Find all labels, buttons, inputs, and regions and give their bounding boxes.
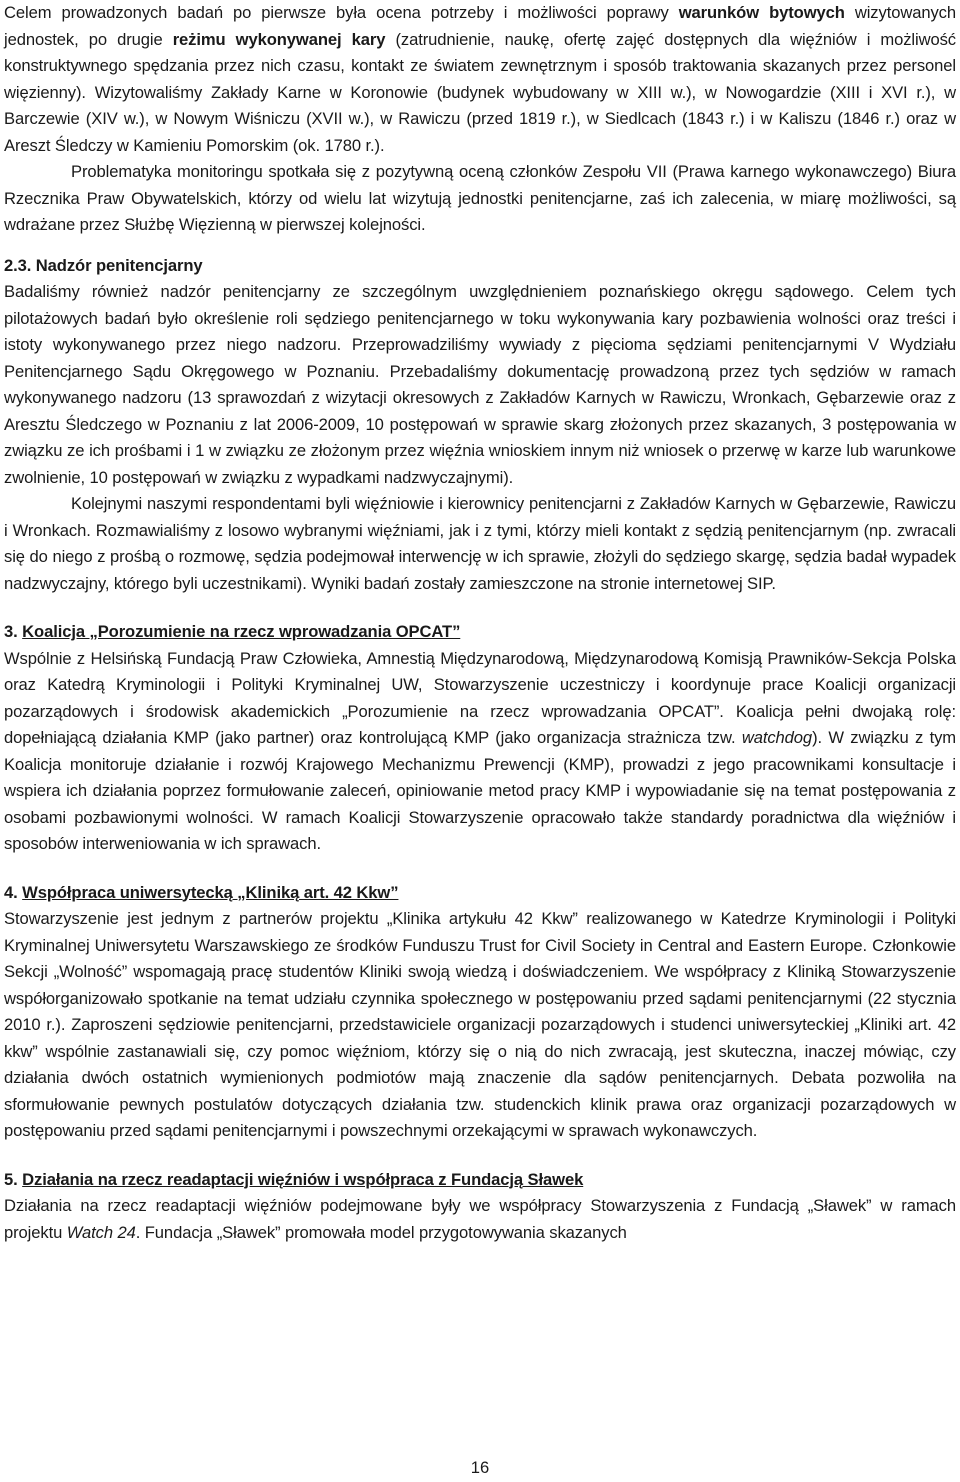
italic-text-run: watchdog bbox=[741, 728, 813, 747]
page-number: 16 bbox=[470, 1458, 490, 1477]
section-heading-3 bbox=[4, 619, 956, 646]
section-number: 4. bbox=[4, 882, 18, 902]
bold-text-run: reżimu wykonywanej kary bbox=[172, 29, 386, 49]
text-run: ). W związku z tym Koalicja monitoruje działanie i rozwój Krajowego Mechanizmu Prewencji (KMP), prowadzi z jego pracownikami konsultacje i wspiera ich działania poprzez formułowanie zaleceń, opiniowanie metod pracy KMP i wypowiadanie się na temat postępowania z osobami pozbawionymi wolności. W ramach Koalicji Stowarzyszenie opracowało także standardy poradnictwa dla więźniów i sposobów interweniowania w ich sprawach. bbox=[4, 728, 956, 853]
text-run: Wspólnie z Helsińską Fundacją Praw Człowieka, Amnestią Międzynarodową, Międzynarodową Komisją Prawników-Sekcja Polska oraz Katedrą Kryminologii i Polityki Kryminalnej UW, Stowarzyszenie uczestniczy i koordynuje prace Koalicji organizacji pozarządowych i środowisk akademickich „Porozumienie na rzecz wprowadzania OPCAT”. Koalicja pełni dwojaką rolę: dopełniającą działania KMP (jako partner) oraz kontrolującą KMP (jako organizacja strażnicza tzw. bbox=[4, 648, 956, 747]
text-run: wizytowanych jednostek, po drugie bbox=[4, 3, 957, 49]
paragraph-readaptation bbox=[4, 1193, 956, 1246]
section-number: 5. bbox=[4, 1169, 18, 1189]
section-title: Współpraca uniwersytecką „Kliniką art. 42 Kkw” bbox=[22, 882, 399, 902]
text-run: . Fundacja „Sławek” promowała model przygotowywania skazanych bbox=[135, 1222, 627, 1242]
section-title: Nadzór penitencjarny bbox=[35, 255, 203, 275]
section-number: 3. bbox=[4, 622, 18, 641]
italic-text-run: Watch 24 bbox=[66, 1222, 136, 1242]
text-run: (zatrudnienie, naukę, ofertę zajęć dostępnych dla więźniów i możliwość konstruktywnego spędzania przez nich czasu, kontakt ze światem zewnętrznym i sposób traktowania skazanych przez personel więzienny). Wizytowaliśmy Zakłady Karne w Koronowie (budynek wybudowany w XIII w.), w Nowogardzie (XIII i XVI r.), w Barczewie (XIV w.), w Nowym Wiśniczu (XVII w.), w Rawiczu (przed 1819 r.), w Siedlcach (1843 r.) i w Kaliszu (1846 r.) oraz w Areszt Śledczy w Kamieniu Pomorskim (ok. 1780 r.). bbox=[4, 29, 956, 155]
paragraph-penitentiary-supervision: Badaliśmy również nadzór penitencjarny ze szczególnym uwzględnieniem poznańskiego okręgu sądowego. Celem tych pilotażowych badań było określenie roli sędziego penitencjarnego w toku wykonywania kary pozbawienia wolności oraz treści i istoty wykonywanego przez niego nadzoru. Przeprowadziliśmy wywiady z pięcioma sędziami penitencjarnymi V Wydziału Penitencjarnego Sądu Okręgowego w Poznaniu. Przebadaliśmy dokumentację prowadzoną przez tych sędziów w ramach wykonywanego nadzoru (13 sprawozdań z wizytacji okresowych z Zakładów Karnych w Rawiczu, Wronkach, Gębarzewie oraz z Aresztu Śledczego w Poznaniu z lat 2006-2009, 10 postępowań w sprawie skarg złożonych przez skazanych, 3 postępowania w związku ze ich prośbami i 1 w związku ze złożonym przez więźnia wnioskiem innym niż wniosek o przerwę w karze lub warunkowe zwolnienie, 10 postępowań w związku z wypadkami nadzwyczajnymi). bbox=[4, 282, 956, 487]
section-title: Działania na rzecz readaptacji więźniów i współpraca z Fundacją Sławek bbox=[22, 1169, 584, 1189]
text-run: Działania na rzecz readaptacji więźniów podejmowane były we współpracy Stowarzyszenia z Fundacją „Sławek” w ramach projektu bbox=[4, 1196, 956, 1242]
section-title: Koalicja „Porozumienie na rzecz wprowadzania OPCAT” bbox=[22, 622, 461, 641]
section-heading-2-3 bbox=[4, 253, 956, 280]
paragraph-university-clinic: Stowarzyszenie jest jednym z partnerów projektu „Klinika artykułu 42 Kkw” realizowanego w Katedrze Kryminologii i Polityki Kryminalnej Uniwersytetu Warszawskiego ze środków Funduszu Trust for Civil Society in Central and Eastern Europe. Członkowie Sekcji „Wolność” wspomagają pracę studentów Kliniki swoją wiedzą i doświadczeniem. We współpracy z Kliniką Stowarzyszenie współorganizowało spotkanie na temat udziału czynnika społecznego w postępowaniu przed sądami penitencjarnymi (22 stycznia 2010 r.). Zaproszeni sędziowie penitencjarni, przedstawiciele organizacji pozarządowych i studenci uniwersyteckiej „Kliniki art. 42 kkw” wspólnie zastanawiali się, czy pomoc więźniom, którzy się o nią do nich zwracają, jest skuteczna, inaczej mówiąc, czy działania dwóch ostatnich wymienionych podmiotów mają znaczenie dla sądów penitencjarnych. Debata pozwoliła na sformułowanie pewnych postulatów dotyczących działania tzw. studenckich klinik prawa oraz organizacji pozarządowych w postępowaniu przed sądami penitencjarnymi i powszechnymi orzekającymi w sprawach wykonawczych. bbox=[4, 909, 956, 1140]
document-page bbox=[4, 0, 956, 1246]
paragraph-monitoring-assessment: Problematyka monitoringu spotkała się z pozytywną oceną członków Zespołu VII (Prawa karnego wykonawczego) Biura Rzecznika Praw Obywatelskich, którzy od wielu lat wizytują jednostki penitencjarne, zaś ich zalecenia, w miarę możliwości, są wdrażane przez Służbę Więzienną w pierwszej kolejności. bbox=[4, 162, 956, 234]
bold-text-run: warunków bytowych bbox=[678, 3, 845, 22]
paragraph-respondents: Kolejnymi naszymi respondentami byli więźniowie i kierownicy penitencjarni z Zakładów Karnych w Gębarzewie, Rawiczu i Wronkach. Rozmawialiśmy z losowo wybranymi więźniami, jak i z tymi, którzy mieli kontakt z sędzią penitencjarnym (np. zwracali się do niego z prośbą o rozmowę, sędzia podejmował interwencję w ich sprawie, złożyli do sędziego skargę, sędzia badał wypadek nadzwyczajny, którego byli uczestnikami). Wyniki badań zostały zamieszczone na stronie internetowej SIP. bbox=[4, 494, 956, 593]
text-run: Celem prowadzonych badań po pierwsze była ocena potrzeby i możliwości poprawy bbox=[4, 3, 679, 22]
section-heading-4 bbox=[4, 880, 956, 907]
section-heading-5 bbox=[4, 1167, 956, 1194]
paragraph-research-goals bbox=[4, 0, 956, 159]
paragraph-opcat-coalition bbox=[4, 646, 956, 858]
section-number: 2.3. bbox=[4, 255, 32, 275]
